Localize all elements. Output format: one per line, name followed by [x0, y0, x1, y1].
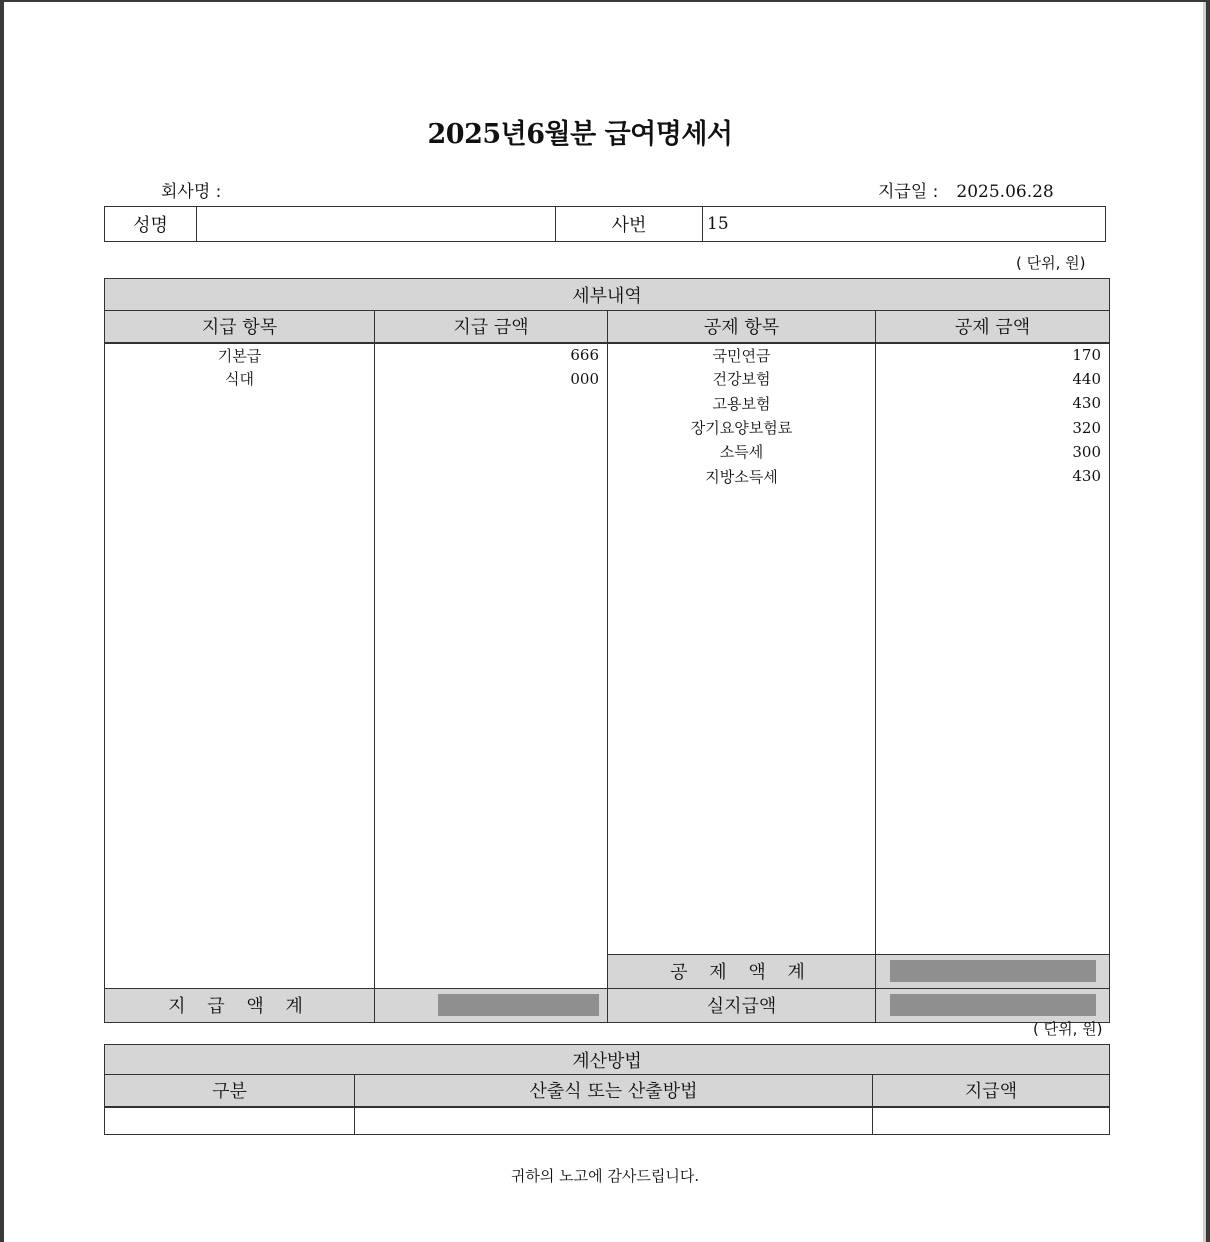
deduct-item: 국민연금 — [608, 343, 876, 367]
deduction-total-row — [105, 954, 1110, 988]
pay-date-field — [878, 177, 1054, 202]
deduct-amount: 320 — [876, 415, 1110, 439]
header-pay-amount: 지급 금액 — [375, 311, 608, 343]
net-pay-redacted — [890, 994, 1096, 1016]
calc-row — [105, 1107, 1110, 1135]
detail-row — [105, 367, 1110, 391]
calc-header-category: 구분 — [105, 1075, 355, 1107]
employee-name-label: 성명 — [105, 207, 197, 242]
calc-header-amount: 지급액 — [873, 1075, 1110, 1107]
pay-item — [105, 464, 375, 488]
pay-date-value: 2025.06.28 — [956, 182, 1054, 202]
pay-amount — [375, 415, 608, 439]
detail-row — [105, 440, 1110, 464]
company-label: 회사명 : — [161, 182, 222, 202]
pay-total-label: 지 급 액 계 — [168, 996, 311, 1018]
detail-row — [105, 391, 1110, 415]
pay-amount: 666 — [375, 343, 608, 367]
unit-label: ( 단위, 원) — [1016, 254, 1086, 272]
calculation-table — [104, 1044, 1110, 1135]
header-deduct-item: 공제 항목 — [608, 311, 876, 343]
net-pay-label: 실지급액 — [608, 988, 876, 1022]
pay-item: 기본급 — [105, 343, 375, 367]
deduct-amount: 440 — [876, 367, 1110, 391]
footer-thanks: 귀하의 노고에 감사드립니다. — [510, 1167, 700, 1185]
detail-row — [105, 464, 1110, 488]
detail-row — [105, 415, 1110, 439]
pay-amount — [375, 440, 608, 464]
pay-item — [105, 391, 375, 415]
pay-item: 식대 — [105, 367, 375, 391]
employee-name-value — [197, 207, 556, 242]
pay-date-label: 지급일 : — [878, 182, 939, 202]
deduction-total-label: 공 제 액 계 — [670, 962, 813, 984]
deduct-amount: 170 — [876, 343, 1110, 367]
deduct-item: 지방소득세 — [608, 464, 876, 488]
employee-id-label: 사번 — [556, 207, 703, 242]
document-title: 2025년6월분 급여명세서 — [427, 119, 733, 150]
pay-amount — [375, 464, 608, 488]
header-deduct-amount: 공제 금액 — [876, 311, 1110, 343]
pay-amount: 000 — [375, 367, 608, 391]
employee-info-table — [104, 206, 1106, 242]
deduct-amount: 430 — [876, 391, 1110, 415]
employee-id-value: 15 — [703, 207, 1106, 242]
calc-header-formula: 산출식 또는 산출방법 — [355, 1075, 873, 1107]
pay-total-row — [105, 988, 1110, 1022]
deduct-item: 고용보험 — [608, 391, 876, 415]
details-section-title: 세부내역 — [105, 279, 1110, 311]
deduct-item: 건강보험 — [608, 367, 876, 391]
deduct-amount: 430 — [876, 464, 1110, 488]
company-field — [161, 177, 221, 202]
deduct-item: 소득세 — [608, 440, 876, 464]
unit-label-calc: ( 단위, 원) — [1033, 1020, 1103, 1038]
header-pay-item: 지급 항목 — [105, 311, 375, 343]
deduction-total-redacted — [890, 960, 1096, 982]
pay-item — [105, 440, 375, 464]
details-table — [104, 278, 1110, 1023]
deduct-item: 장기요양보험료 — [608, 415, 876, 439]
pay-amount — [375, 391, 608, 415]
pay-item — [105, 415, 375, 439]
calc-section-title: 계산방법 — [105, 1045, 1110, 1075]
deduct-amount: 300 — [876, 440, 1110, 464]
detail-row — [105, 343, 1110, 367]
detail-empty-area — [105, 488, 1110, 954]
pay-total-redacted — [438, 994, 599, 1016]
